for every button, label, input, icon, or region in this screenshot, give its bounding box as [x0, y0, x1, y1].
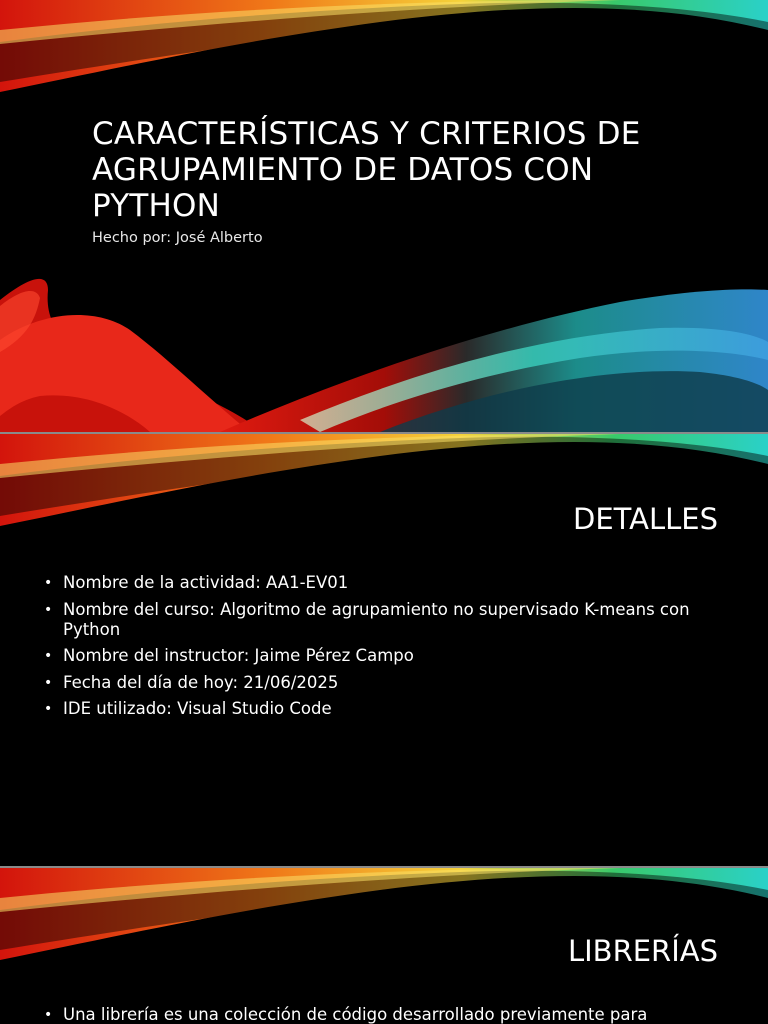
slide-heading: LIBRERÍAS — [567, 934, 718, 968]
ribbon-decoration — [0, 868, 768, 988]
list-item: • Fecha del día de hoy: 21/06/2025 — [44, 673, 704, 693]
libraries-list — [44, 1005, 704, 1024]
presentation-author: Hecho por: José Alberto — [92, 230, 263, 246]
slide-heading: DETALLES — [573, 502, 718, 536]
list-item: • Una librería es una colección de código desarrollado previamente para — [44, 1005, 704, 1024]
presentation-title: CARACTERÍSTICAS Y CRITERIOS DE AGRUPAMIENTO DE DATOS CON PYTHON — [92, 116, 641, 224]
title-slide — [0, 0, 768, 432]
details-slide — [0, 434, 768, 866]
details-list — [44, 573, 704, 726]
list-item: • Nombre del curso: Algoritmo de agrupamiento no supervisado K-means con Python — [44, 600, 704, 640]
libraries-slide — [0, 868, 768, 1024]
ribbon-decoration — [0, 434, 768, 554]
list-item: • Nombre de la actividad: AA1-EV01 — [44, 573, 704, 593]
list-item: • IDE utilizado: Visual Studio Code — [44, 699, 704, 719]
list-item: • Nombre del instructor: Jaime Pérez Campo — [44, 646, 704, 666]
